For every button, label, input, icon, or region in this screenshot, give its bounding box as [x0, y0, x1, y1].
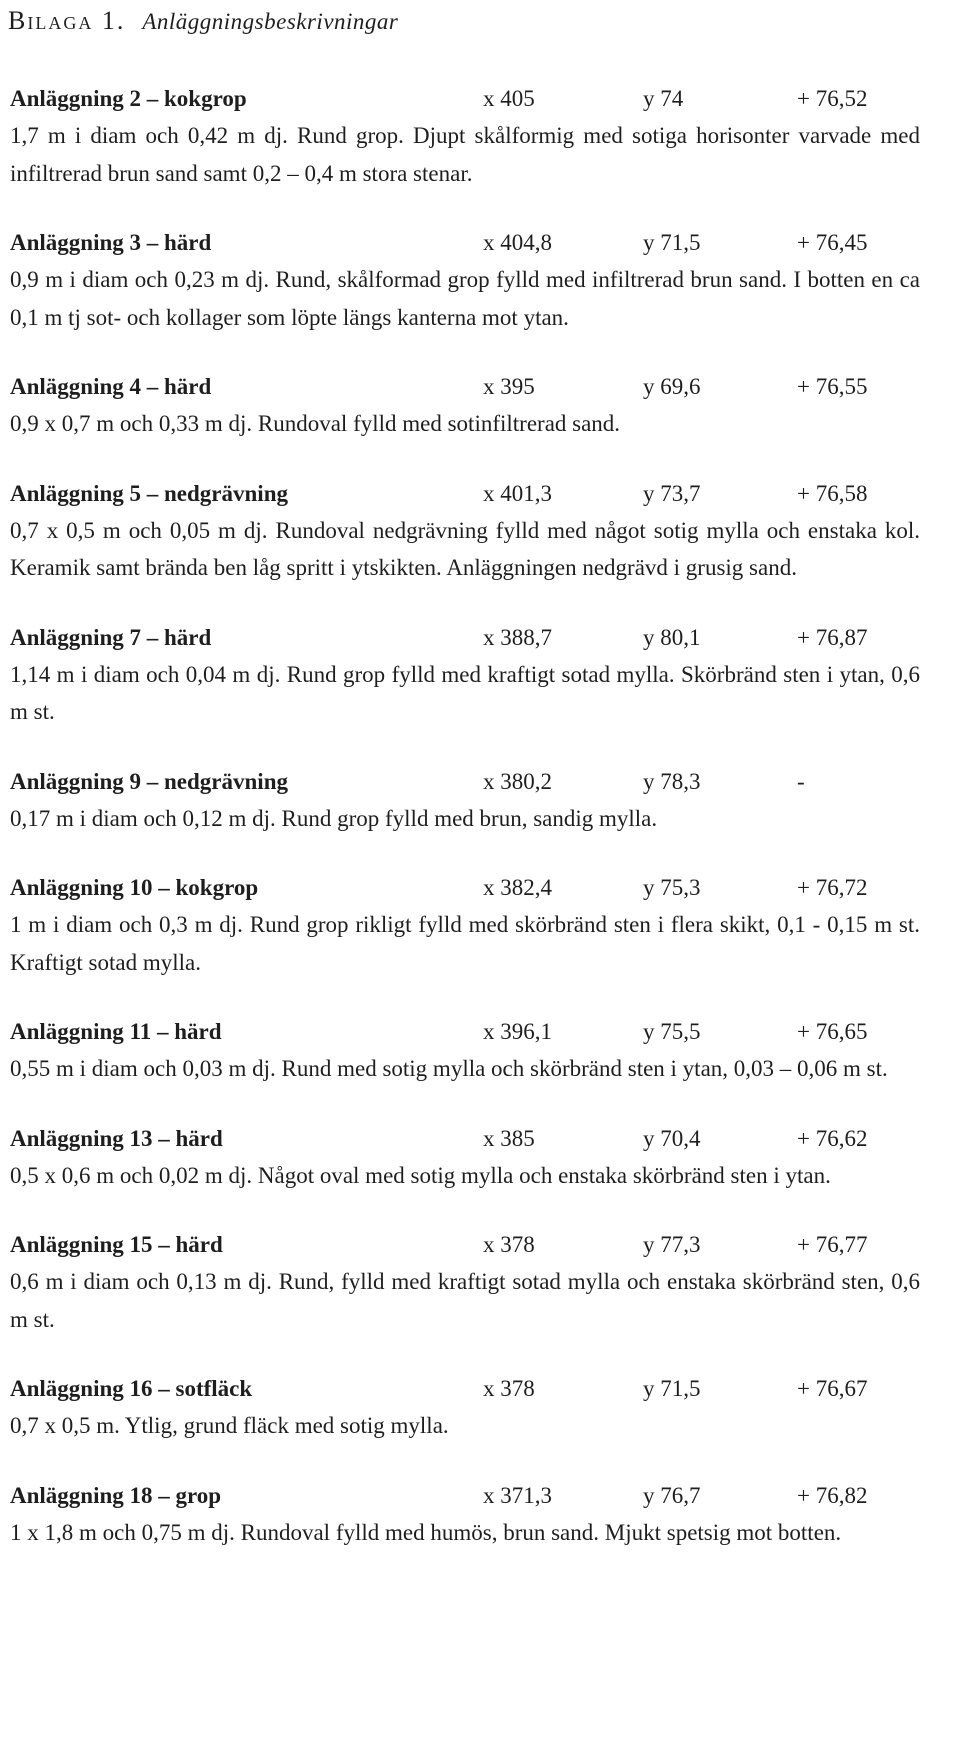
feature-title: Anläggning 15 – härd: [10, 1232, 223, 1257]
feature-elevation: + 76,77: [797, 1232, 868, 1257]
feature-x-coordinate: x 380,2: [483, 768, 552, 794]
feature-entry: [10, 870, 920, 981]
feature-x-coordinate: x 404,8: [483, 230, 552, 255]
feature-entry: [10, 620, 920, 731]
feature-description: 0,7 x 0,5 m och 0,05 m dj. Rundoval nedgrävning fylld med något sotig mylla och enstaka kol. Keramik samt brända ben låg spritt i ytskikten. Anläggningen nedgrävd i grusig sand.: [10, 517, 920, 580]
feature-description: 0,9 x 0,7 m och 0,33 m dj. Rundoval fylld med sotinfiltrerad sand.: [10, 411, 621, 436]
feature-x-coordinate: x 382,4: [483, 875, 552, 900]
appendix-subtitle: Anläggningsbeskrivningar: [142, 9, 399, 34]
feature-description: 0,5 x 0,6 m och 0,02 m dj. Något oval med sotig mylla och enstaka skörbränd sten i ytan.: [10, 1162, 831, 1188]
feature-description: 1 x 1,8 m och 0,75 m dj. Rundoval fylld med humös, brun sand. Mjukt spetsig mot botten.: [10, 1519, 842, 1545]
feature-y-coordinate: y 74: [643, 86, 684, 111]
feature-x-coordinate: x 385: [483, 1125, 535, 1151]
feature-elevation: + 76,55: [797, 374, 868, 399]
feature-title: Anläggning 10 – kokgrop: [10, 875, 259, 900]
feature-elevation: + 76,67: [797, 1376, 868, 1401]
feature-entry-header: [10, 1478, 920, 1514]
feature-entry-header: [10, 1014, 920, 1050]
feature-title: Anläggning 11 – härd: [10, 1019, 222, 1044]
feature-entry-header: [10, 81, 920, 117]
feature-entry-header: [10, 225, 920, 261]
feature-description: 1,14 m i diam och 0,04 m dj. Rund grop fylld med kraftigt sotad mylla. Skörbränd sten i ytan, 0,6 m st.: [10, 661, 920, 724]
feature-entry-header: [10, 369, 920, 405]
feature-title: Anläggning 16 – sotfläck: [10, 1376, 253, 1401]
feature-elevation: + 76,72: [797, 875, 868, 900]
feature-entry: [10, 1478, 920, 1589]
feature-description: 1,7 m i diam och 0,42 m dj. Rund grop. Djupt skålformig med sotiga horisonter varvade med infiltrerad brun sand samt 0,2 – 0,4 m stora stenar.: [10, 123, 920, 186]
feature-y-coordinate: y 78,3: [643, 768, 701, 794]
feature-elevation: + 76,65: [797, 1019, 868, 1044]
feature-entry-header: [10, 1121, 920, 1157]
feature-entry-header: [10, 620, 920, 656]
feature-y-coordinate: y 73,7: [643, 480, 701, 506]
feature-x-coordinate: x 396,1: [483, 1019, 552, 1044]
feature-entry: [10, 764, 920, 838]
feature-elevation: -: [797, 768, 805, 794]
feature-x-coordinate: x 401,3: [483, 480, 552, 506]
feature-elevation: + 76,82: [797, 1482, 868, 1508]
feature-title: Anläggning 9 – nedgrävning: [10, 768, 288, 794]
feature-entry: [10, 1227, 920, 1338]
feature-title: Anläggning 13 – härd: [10, 1125, 223, 1151]
feature-entry: [10, 476, 920, 587]
feature-list: [10, 81, 920, 1622]
feature-entry: [10, 81, 920, 192]
feature-description: 0,7 x 0,5 m. Ytlig, grund fläck med sotig mylla.: [10, 1413, 449, 1438]
feature-title: Anläggning 18 – grop: [10, 1482, 222, 1508]
feature-x-coordinate: x 378: [483, 1232, 535, 1257]
feature-description: 1 m i diam och 0,3 m dj. Rund grop rikligt fylld med skörbränd sten i flera skikt, 0,1 - 0,15 m st. Kraftigt sotad mylla.: [10, 912, 920, 975]
feature-entry-header: [10, 1371, 920, 1407]
feature-y-coordinate: y 75,3: [643, 875, 701, 900]
feature-x-coordinate: x 378: [483, 1376, 535, 1401]
feature-description: 0,17 m i diam och 0,12 m dj. Rund grop fylld med brun, sandig mylla.: [10, 805, 658, 831]
feature-elevation: + 76,87: [797, 624, 868, 650]
feature-entry-header: [10, 870, 920, 906]
feature-y-coordinate: y 70,4: [643, 1125, 701, 1151]
feature-y-coordinate: y 71,5: [643, 230, 701, 255]
feature-entry: [10, 1014, 920, 1088]
feature-description: 0,6 m i diam och 0,13 m dj. Rund, fylld med kraftigt sotad mylla och enstaka skörbränd sten, 0,6 m st.: [10, 1269, 920, 1332]
feature-y-coordinate: y 69,6: [643, 374, 701, 399]
feature-y-coordinate: y 77,3: [643, 1232, 701, 1257]
feature-y-coordinate: y 80,1: [643, 624, 701, 650]
feature-entry-header: [10, 1227, 920, 1263]
feature-title: Anläggning 7 – härd: [10, 624, 212, 650]
feature-x-coordinate: x 405: [483, 86, 535, 111]
feature-title: Anläggning 5 – nedgrävning: [10, 480, 288, 506]
feature-entry-header: [10, 476, 920, 512]
feature-entry-header: [10, 764, 920, 800]
feature-x-coordinate: x 371,3: [483, 1482, 552, 1508]
feature-title: Anläggning 4 – härd: [10, 374, 212, 399]
feature-y-coordinate: y 71,5: [643, 1376, 701, 1401]
appendix-label: Bilaga 1.: [8, 6, 126, 35]
feature-description: 0,55 m i diam och 0,03 m dj. Rund med sotig mylla och skörbränd sten i ytan, 0,03 – 0,06 m st.: [10, 1056, 888, 1081]
feature-x-coordinate: x 388,7: [483, 624, 552, 650]
page-header: [8, 6, 398, 36]
feature-entry: [10, 225, 920, 336]
feature-elevation: + 76,62: [797, 1125, 868, 1151]
feature-entry: [10, 1371, 920, 1445]
feature-elevation: + 76,58: [797, 480, 868, 506]
feature-title: Anläggning 3 – härd: [10, 230, 212, 255]
feature-title: Anläggning 2 – kokgrop: [10, 86, 247, 111]
feature-elevation: + 76,45: [797, 230, 868, 255]
feature-x-coordinate: x 395: [483, 374, 535, 399]
feature-elevation: + 76,52: [797, 86, 868, 111]
feature-y-coordinate: y 76,7: [643, 1482, 701, 1508]
feature-description: 0,9 m i diam och 0,23 m dj. Rund, skålformad grop fylld med infiltrerad brun sand. I botten en ca 0,1 m tj sot- och kollager som löpte längs kanterna mot ytan.: [10, 267, 920, 330]
feature-entry: [10, 1121, 920, 1195]
feature-entry: [10, 369, 920, 443]
feature-y-coordinate: y 75,5: [643, 1019, 701, 1044]
